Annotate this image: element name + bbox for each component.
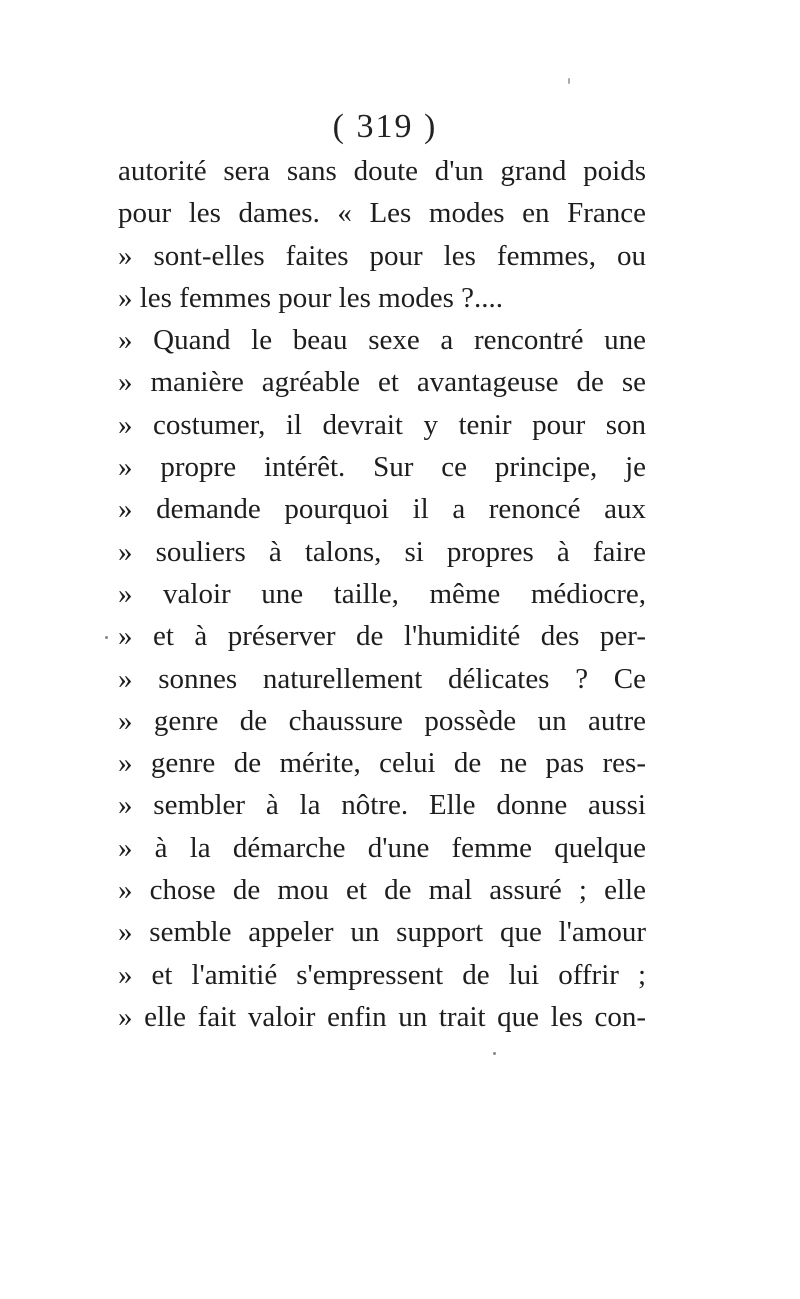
paper-speck [105,636,108,639]
text-line: » semble appeler un support que l'amour [118,916,646,949]
text-line: » propre intérêt. Sur ce principe, je [118,451,646,484]
text-line: » et l'amitié s'empressent de lui offrir ; [118,958,646,991]
text-line: » Quand le beau sexe a rencontré une [118,324,646,357]
text-line: pour les dames. « Les modes en France [118,197,646,230]
text-line: » elle fait valoir enfin un trait que les con- [118,1000,646,1033]
text-line: » à la démarche d'une femme quelque [118,831,646,864]
text-line: » sonnes naturellement délicates ? Ce [118,662,646,695]
paper-speck [568,78,570,84]
text-line: » demande pourquoi il a renoncé aux [118,493,646,526]
text-line: » manière agréable et avantageuse de se [118,366,646,399]
text-line: » genre de chaussure possède un autre [118,704,646,737]
page-number: ( 319 ) [332,108,438,145]
text-line: autorité sera sans doute d'un grand poids [118,155,646,187]
text-line: » et à préserver de l'humidité des per- [118,620,646,653]
text-line: » sembler à la nôtre. Elle donne aussi [118,789,646,822]
text-line: » valoir une taille, même médiocre, [118,577,646,610]
text-line: » les femmes pour les modes ?.... [118,281,503,314]
text-line: » souliers à talons, si propres à faire [118,535,646,568]
paper-speck [493,1052,496,1055]
text-line: » chose de mou et de mal assuré ; elle [118,874,646,907]
body-text [118,150,646,1038]
text-line: » costumer, il devrait y tenir pour son [118,408,646,441]
text-line: » genre de mérite, celui de ne pas res- [118,747,646,780]
text-line: » sont-elles faites pour les femmes, ou [118,239,646,272]
